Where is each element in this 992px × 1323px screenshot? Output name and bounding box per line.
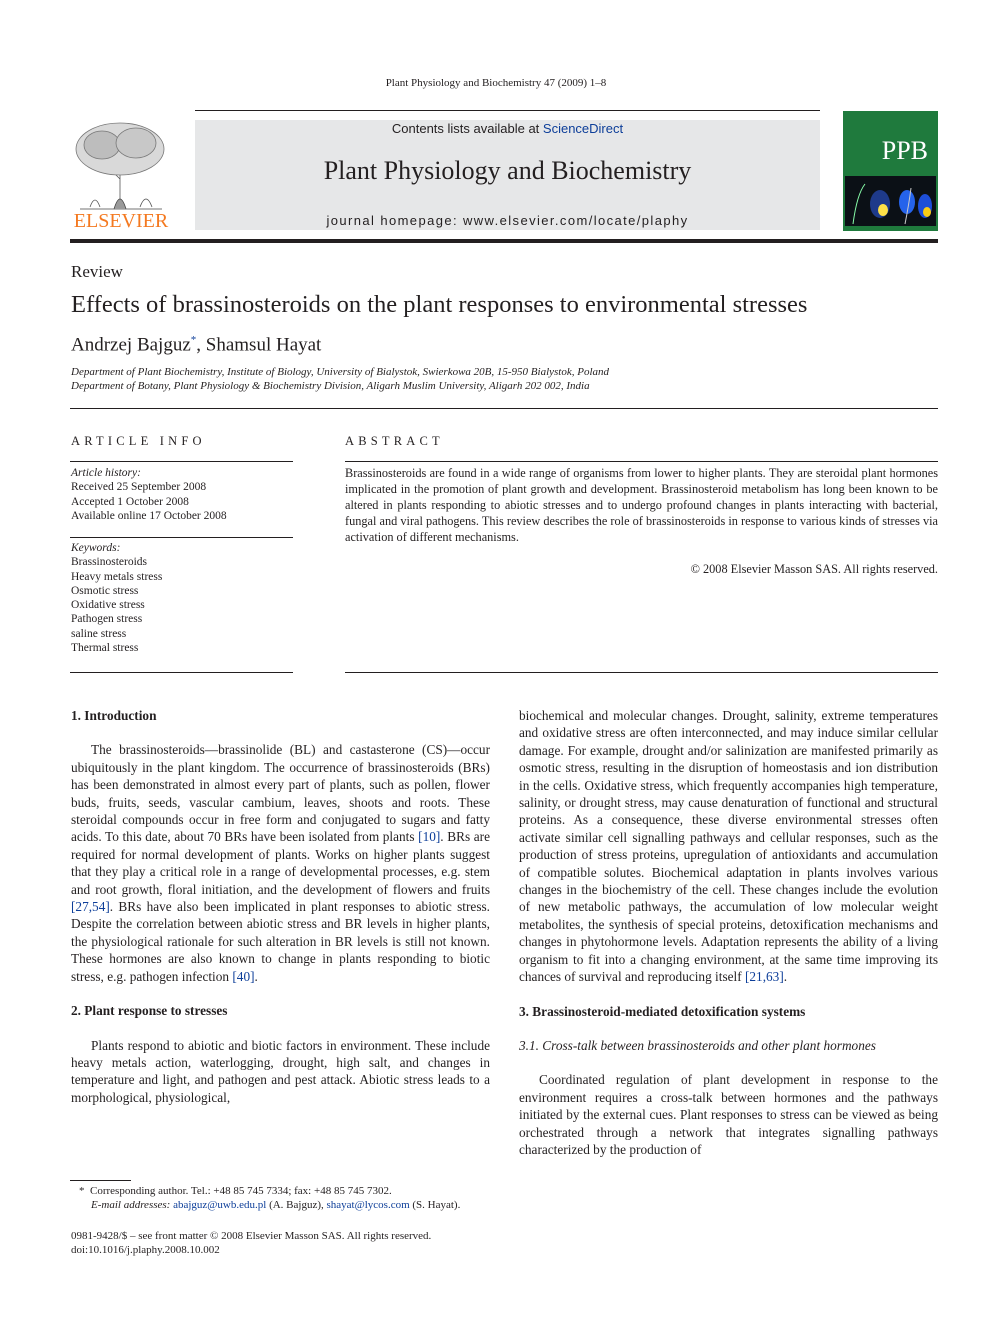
keywords-label: Keywords:: [71, 542, 121, 554]
email-link[interactable]: shayat@lycos.com: [326, 1199, 410, 1211]
keywords: [71, 541, 162, 655]
footnote-text: Corresponding author. Tel.: +48 85 745 7334; fax: +48 85 745 7302.: [90, 1185, 392, 1197]
keyword: Pathogen stress: [71, 613, 143, 626]
left-column: [71, 707, 490, 1106]
paragraph: Coordinated regulation of plant development in response to the environment requires a cross-talk between hormones and the pathways initiated by the external cues. Plant responses to stress can be viewed as being orchestrated through a network that integrates signalling pathways characterized by the production of: [519, 1072, 938, 1157]
subsection-heading: 3.1. Cross-talk between brassinosteroids and other plant hormones: [519, 1037, 876, 1053]
elsevier-logo: [70, 119, 172, 233]
author-name[interactable]: Shamsul Hayat: [205, 334, 322, 356]
elsevier-wordmark: ELSEVIER: [73, 210, 169, 232]
author-name[interactable]: Andrzej Bajguz: [71, 334, 191, 356]
paragraph: Plants respond to abiotic and biotic factors in environment. These include heavy metals action, waterlogging, drought, high salt, and changes in temperature and light, and pathogen and pest attack. Abiotic stress leads to a morphological, physiological,: [71, 1037, 490, 1105]
article-title: Effects of brassinosteroids on the plant responses to environmental stresses: [71, 291, 808, 318]
paragraph-text: biochemical and molecular changes. Drought, salinity, extreme temperatures and oxidative stress are often interconnected, and may induce similar cellular damage. For example, drought and/or salinization are manifested primarily as osmotic stress, resulting in the disruption of homeostasis and ion distribution in the cells. Oxidative stress, which frequently accompanies high temperature, salinity, or drought stress, may cause denaturation of functional and structural proteins. As a consequence, these diverse environmental stresses often activate similar cell signalling pathways and cellular responses, such as the production of stress proteins, upregulation of antioxidants and accumulation of compatible solutes. Biochemical adaptation in plants involves various changes in the biochemistry of the cell. These changes include the evolution of new metabolic pathways, the accumulation of low molecular weight metabolites, the synthesis of special proteins, detoxification mechanisms and changes in phytohormone levels. Adaptation represents the ability of a living organism to fit into a changing environment, at the same time improving its chances of survival and reproducing itself: [519, 708, 938, 985]
abstract-bottom-rule: [345, 672, 938, 673]
email-owner: (S. Hayat).: [409, 1199, 461, 1211]
reference-link[interactable]: [21,63]: [744, 969, 784, 985]
keyword: Heavy metals stress: [71, 570, 163, 583]
section-heading: 1. Introduction: [71, 708, 157, 723]
sciencedirect-link[interactable]: ScienceDirect: [542, 121, 624, 136]
keyword: Oxidative stress: [71, 599, 145, 612]
journal-cover: [843, 111, 938, 231]
right-column: [519, 707, 938, 1158]
issn-line: 0981-9428/$ – see front matter © 2008 Elsevier Masson SAS. All rights reserved.: [71, 1230, 432, 1242]
article-history: [71, 466, 227, 523]
journal-homepage[interactable]: journal homepage: www.elsevier.com/locate/plaphy: [326, 213, 689, 228]
doi-line[interactable]: doi:10.1016/j.plaphy.2008.10.002: [71, 1244, 220, 1256]
email-owner: (A. Bajguz),: [266, 1199, 327, 1211]
article-info-bottom-rule: [70, 672, 293, 673]
keyword: Brassinosteroids: [71, 556, 148, 569]
keyword: Thermal stress: [71, 642, 139, 655]
header-top-rule: [195, 110, 820, 111]
author-separator: ,: [196, 334, 206, 356]
contents-prefix: Contents lists available at: [391, 121, 543, 136]
email-footnote: [91, 1198, 460, 1213]
paragraph-text: The brassinosteroids—brassinolide (BL) and castasterone (CS)—occur ubiquitously in the plant kingdom. The occurrence of brassinosteroids (BRs) has been demonstrated in almost every part of plants, such as pollen, flower buds, fruits, seeds, vascular cambium, leaves, shoots and roots. These steroidal compounds occur in free form and conjugated to sugars and fatty acids. To this date, about 70 BRs have been isolated from plants: [71, 742, 490, 845]
keyword: saline stress: [71, 627, 127, 640]
cover-plant-image-icon: [845, 176, 936, 226]
paragraph-text: . BRs have also been implicated in plant responses to abiotic stress. Despite the correlation between abiotic stress and BR levels in higher plants, the physiological rationale for such alteration in BR levels is still not known. These hormones are also known to change in plants responding to biotic stress, e.g. pathogen infection: [71, 899, 490, 984]
reference-link[interactable]: [40]: [232, 968, 255, 984]
affiliation: Department of Plant Biochemistry, Institute of Biology, University of Bialystok, Swierkowa 20B, 15-950 Bialystok, Poland: [71, 366, 610, 378]
keywords-rule: [70, 537, 293, 538]
journal-banner: [195, 120, 820, 230]
article-history-label: Article history:: [71, 467, 141, 479]
reference-link[interactable]: [27,54]: [71, 899, 110, 915]
section-heading: 2. Plant response to stresses: [71, 1003, 228, 1019]
paragraph-text: .: [783, 969, 788, 985]
cover-image: [845, 176, 936, 226]
reference-link[interactable]: [10]: [418, 829, 441, 845]
article-type: Review: [71, 262, 123, 281]
abstract-copyright: © 2008 Elsevier Masson SAS. All rights reserved.: [690, 562, 938, 576]
section-heading: 3. Brassinosteroid-mediated detoxification systems: [519, 1003, 806, 1019]
email-label: E-mail addresses:: [91, 1199, 171, 1211]
footnote-mark: *: [79, 1185, 85, 1197]
abstract-rule: [345, 461, 938, 462]
abstract-text: Brassinosteroids are found in a wide range of organisms from lower to higher plants. They are steroidal plant hormones implicated in the promotion of plant growth and development. Brassinosteroid metabolism has long been known to be altered in plants responding to abiotic stresses and to undergo profound changes in plants interacting with bacterial, fungal and viral pathogens. This review describes the role of brassinosteroids in response to various kinds of stresses via activation of different mechanisms.: [345, 466, 938, 544]
corresponding-author-mark[interactable]: *: [190, 334, 197, 346]
keyword: Osmotic stress: [71, 584, 139, 597]
article-info-heading: ARTICLE INFO: [71, 434, 206, 448]
footnote-rule: [70, 1180, 131, 1181]
paragraph-text: .: [254, 968, 258, 984]
affiliation: Department of Botany, Plant Physiology & Biochemistry Division, Aligarh Muslim University, Aligarh 202 002, India: [71, 380, 590, 392]
email-link[interactable]: abajguz@uwb.edu.pl: [173, 1199, 267, 1211]
paragraph-text: . BRs are required for normal development of plants. Works on higher plants suggest that they play a critical role in a range of developmental processes, e.g. stem and root growth, floral initiation, and the development of flowers and fruits: [71, 829, 490, 897]
history-item: Available online 17 October 2008: [71, 509, 227, 522]
journal-name: Plant Physiology and Biochemistry: [323, 156, 692, 185]
author-list: [71, 334, 321, 356]
elsevier-tree-icon: [70, 119, 172, 211]
paragraph: [71, 741, 490, 985]
cover-title: PPB: [881, 136, 928, 165]
history-item: Received 25 September 2008: [71, 481, 207, 494]
contents-line: [195, 121, 820, 136]
history-item: Accepted 1 October 2008: [71, 495, 189, 508]
abstract-heading: ABSTRACT: [345, 434, 444, 448]
journal-citation: Plant Physiology and Biochemistry 47 (2009) 1–8: [385, 77, 607, 89]
title-bottom-rule: [70, 408, 938, 409]
article-info-rule: [70, 461, 293, 462]
header-thick-rule: [70, 239, 938, 243]
paragraph: [519, 707, 938, 986]
corresponding-author-footnote: [79, 1184, 392, 1199]
